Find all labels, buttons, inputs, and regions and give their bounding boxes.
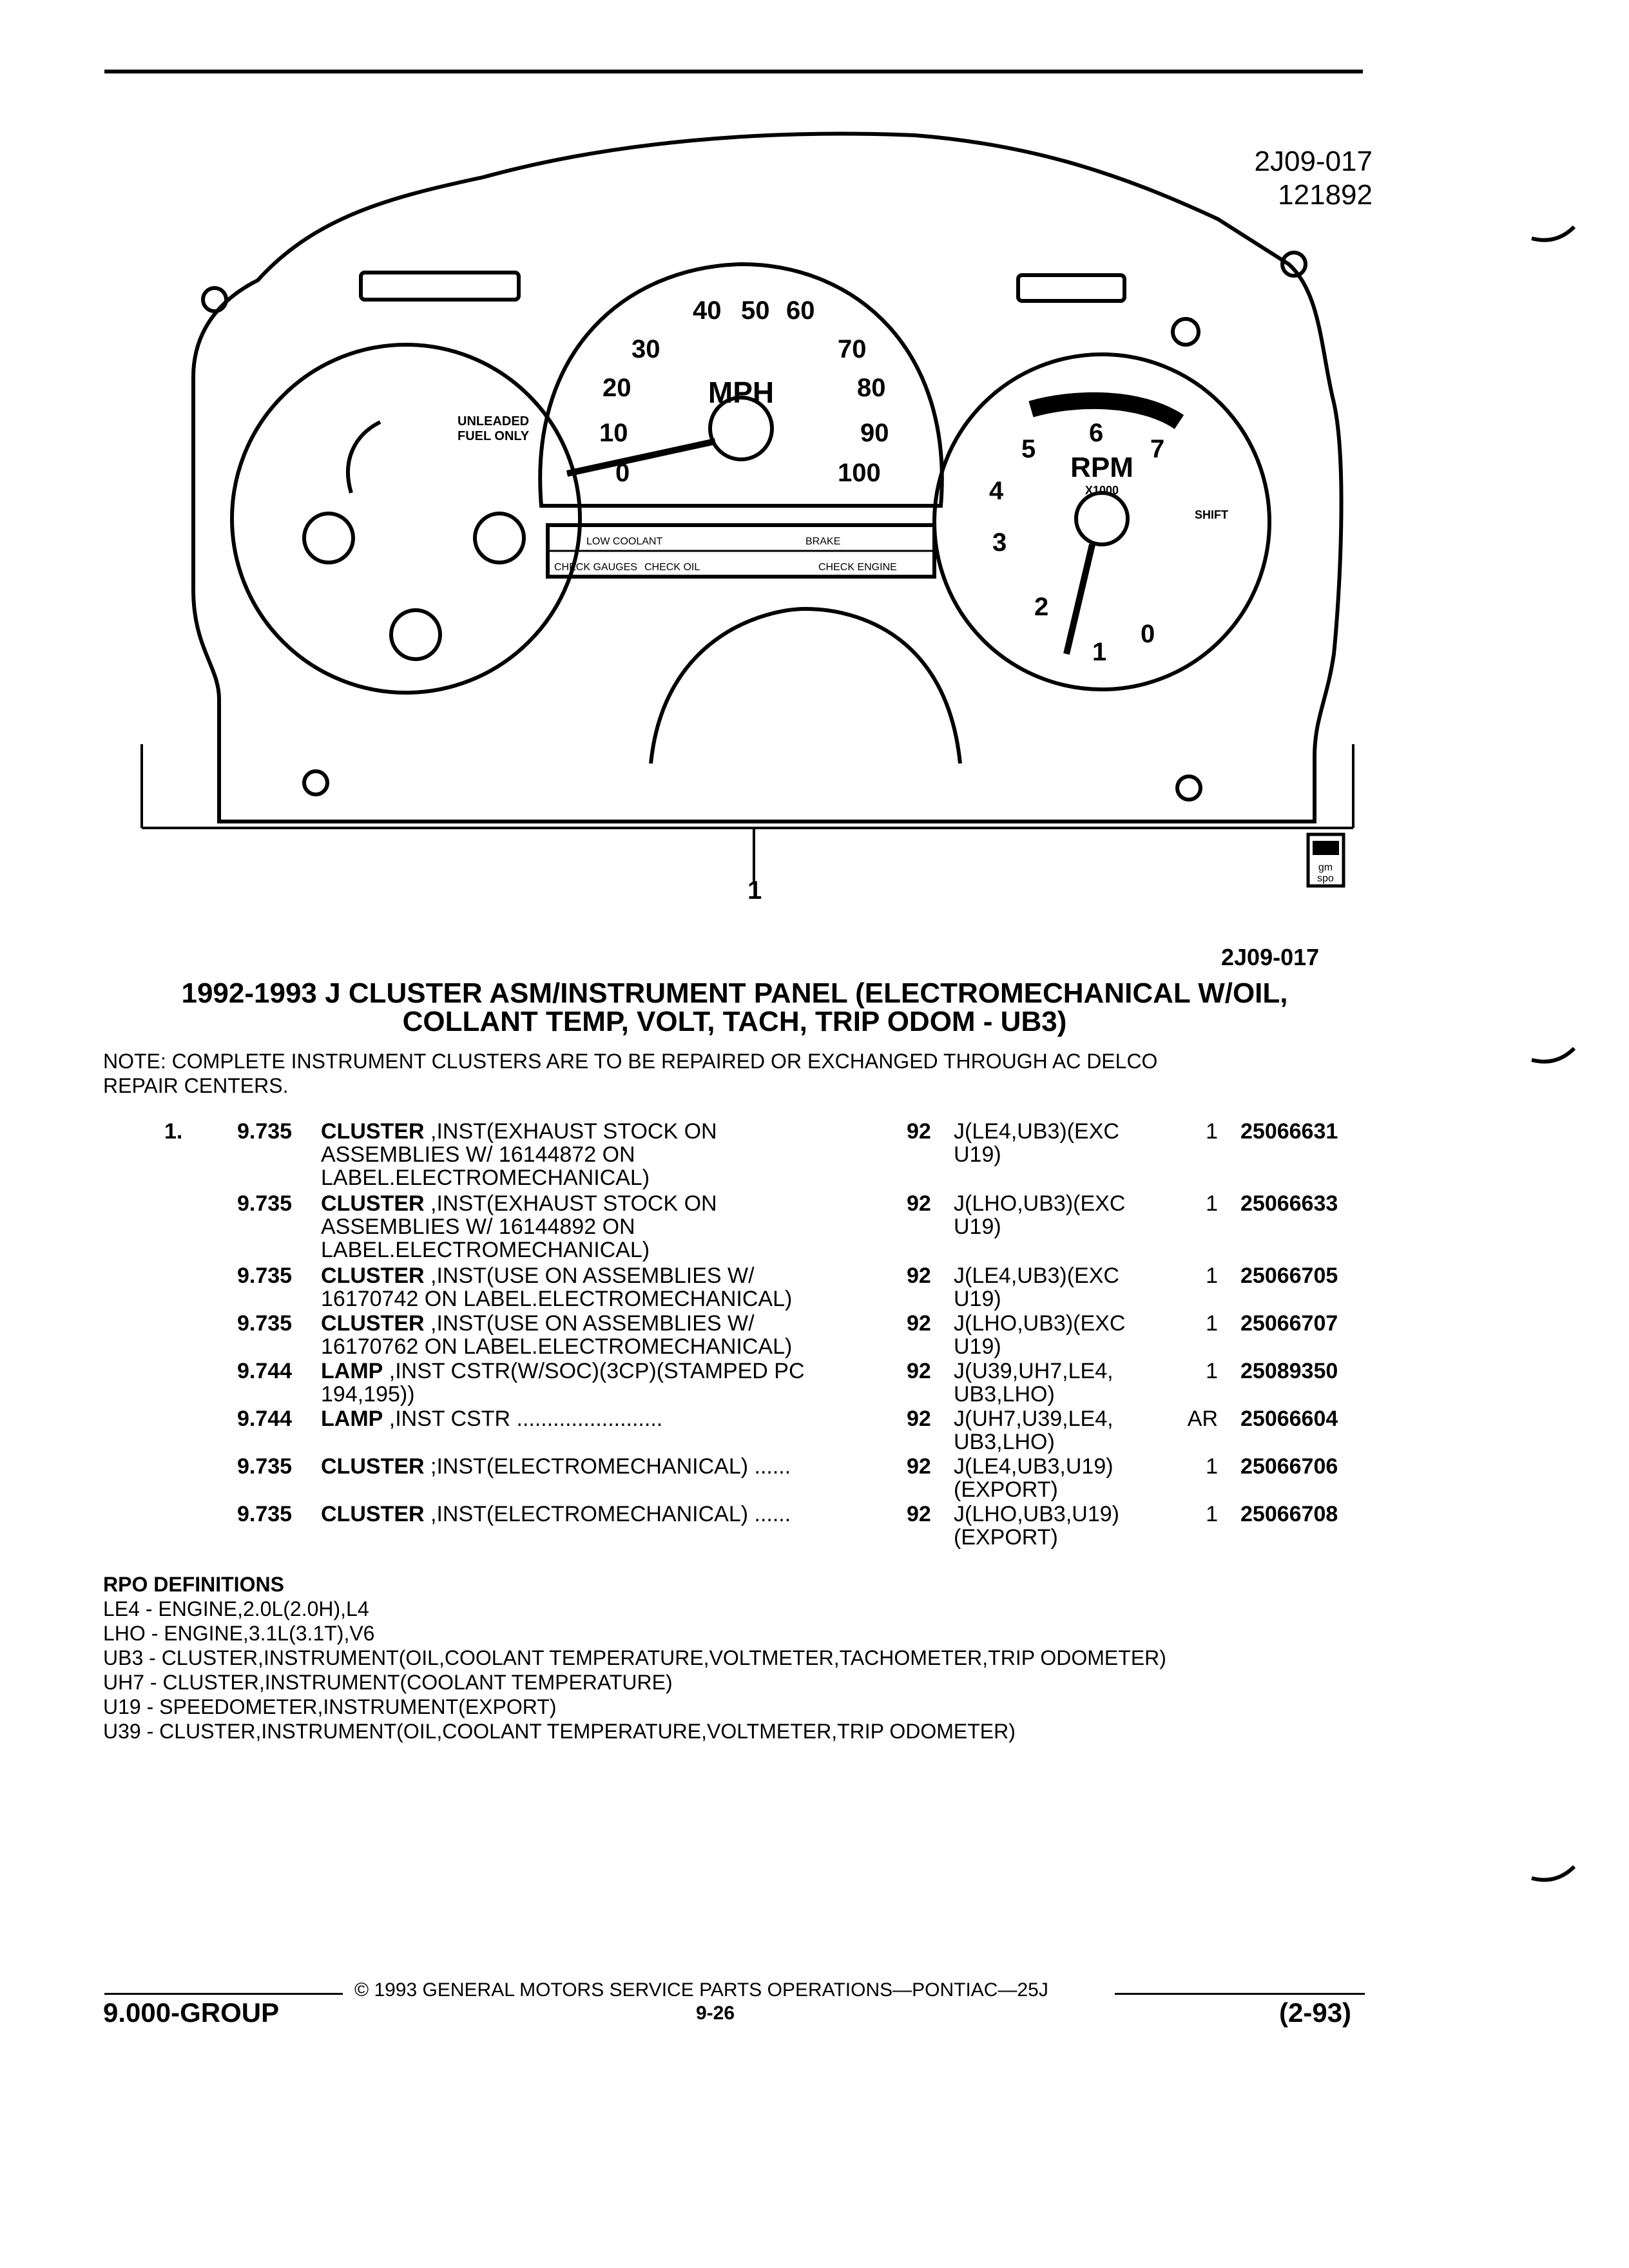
quantity: 1 (1206, 1359, 1218, 1383)
desc-line: ,INST(EXHAUST STOCK ON (430, 1119, 717, 1144)
usage (954, 1407, 1166, 1454)
quantity: 1 (1206, 1119, 1218, 1144)
instrument-cluster-diagram (122, 100, 1373, 912)
group-number: 9.744 (237, 1407, 293, 1431)
part-description (321, 1192, 862, 1262)
tach-1: 1 (1092, 638, 1107, 666)
usage-line: J(LE4,UB3)(EXC (954, 1119, 1119, 1144)
part-description (321, 1312, 862, 1358)
part-name: CLUSTER (321, 1264, 425, 1288)
model-year: 92 (907, 1502, 931, 1526)
group-number: 9.735 (237, 1502, 293, 1526)
note (103, 1049, 1327, 1098)
usage-line: J(LE4,UB3)(EXC (954, 1264, 1119, 1288)
svg-text:spo: spo (1317, 873, 1334, 884)
footer-rule (104, 1993, 343, 1995)
desc-line: ASSEMBLIES W/ 16144872 ON (321, 1142, 635, 1167)
speedo-80: 80 (857, 374, 886, 402)
tach-multiplier-label: X1000 (1084, 484, 1119, 497)
callout-number: 1 (747, 876, 762, 905)
usage-line: U19) (954, 1334, 1001, 1359)
part-name: LAMP (321, 1407, 383, 1431)
rpo-line: U19 - SPEEDOMETER,INSTRUMENT(EXPORT) (103, 1695, 557, 1718)
page-number: 9-26 (696, 2003, 735, 2024)
part-description (321, 1503, 862, 1526)
desc-line: 16170762 ON LABEL.ELECTROMECHANICAL) (321, 1334, 793, 1359)
tach-3: 3 (992, 528, 1007, 557)
desc-line: ,INST(USE ON ASSEMBLIES W/ (430, 1264, 755, 1288)
speedo-mph-label: MPH (708, 376, 775, 409)
note-line-2: REPAIR CENTERS. (103, 1074, 289, 1097)
part-number: 25066705 (1240, 1264, 1338, 1288)
rpo-line: UB3 - CLUSTER,INSTRUMENT(OIL,COOLANT TEMPERATURE,VOLTMETER,TACHOMETER,TRIP ODOMETER) (103, 1646, 1166, 1669)
group-number: 9.735 (237, 1454, 293, 1479)
quantity: 1 (1206, 1502, 1218, 1526)
rpo-line: LHO - ENGINE,3.1L(3.1T),V6 (103, 1622, 375, 1645)
shift-label: SHIFT (1195, 508, 1228, 521)
model-year: 92 (907, 1119, 931, 1144)
warning-lights (554, 536, 897, 573)
usage-line: UB3,LHO) (954, 1430, 1055, 1454)
part-description (321, 1360, 862, 1406)
desc-line: ,INST(ELECTROMECHANICAL) ...... (430, 1502, 791, 1526)
desc-line: ,INST(USE ON ASSEMBLIES W/ (430, 1311, 755, 1336)
quantity: AR (1187, 1407, 1218, 1431)
model-year: 92 (907, 1264, 931, 1288)
quantity: 1 (1206, 1191, 1218, 1216)
speedo-10: 10 (599, 419, 628, 447)
gm-spo-logo (1308, 834, 1344, 886)
part-number: 25066706 (1240, 1454, 1338, 1479)
desc-line: 16170742 ON LABEL.ELECTROMECHANICAL) (321, 1287, 793, 1311)
desc-line: LABEL.ELECTROMECHANICAL) (321, 1238, 650, 1262)
binder-mark-icon (1530, 1047, 1576, 1066)
model-year: 92 (907, 1191, 931, 1216)
tach-2: 2 (1034, 593, 1049, 621)
usage (954, 1455, 1166, 1501)
part-number: 25066708 (1240, 1502, 1338, 1526)
tach-7: 7 (1150, 435, 1165, 463)
usage-line: UB3,LHO) (954, 1382, 1055, 1407)
desc-line: ,INST CSTR ........................ (389, 1407, 663, 1431)
footer-rule (1115, 1993, 1365, 1995)
svg-text:gm: gm (1318, 862, 1333, 873)
usage-line: J(LE4,UB3,U19) (954, 1454, 1113, 1479)
speedo-40: 40 (693, 296, 722, 325)
part-description (321, 1455, 862, 1478)
top-rule (104, 70, 1363, 73)
page-title (97, 979, 1373, 1036)
model-year: 92 (907, 1407, 931, 1431)
part-description (321, 1264, 862, 1311)
part-description (321, 1407, 862, 1430)
usage-line: U19) (954, 1215, 1001, 1239)
usage-line: U19) (954, 1287, 1001, 1311)
speedo-100: 100 (838, 459, 881, 487)
part-name: CLUSTER (321, 1454, 425, 1479)
model-year: 92 (907, 1359, 931, 1383)
tach-rpm-label: RPM (1070, 452, 1133, 483)
usage (954, 1360, 1166, 1406)
part-number: 25066604 (1240, 1407, 1338, 1431)
part-number: 25066631 (1240, 1119, 1338, 1144)
speedo-60: 60 (786, 296, 815, 325)
rpo-definitions (103, 1572, 1166, 1744)
part-name: CLUSTER (321, 1502, 425, 1526)
part-number: 25066633 (1240, 1191, 1338, 1216)
item-number: 1. (164, 1119, 183, 1144)
title-line-2: COLLANT TEMP, VOLT, TACH, TRIP ODOM - UB3) (402, 1006, 1067, 1037)
binder-mark-icon (1530, 1865, 1576, 1885)
tach-4: 4 (989, 477, 1004, 505)
usage-line: J(UH7,U39,LE4, (954, 1407, 1113, 1431)
part-number: 25066707 (1240, 1311, 1338, 1336)
fuel-unleaded-label: UNLEADED (458, 414, 530, 428)
desc-line: ;INST(ELECTROMECHANICAL) ...... (430, 1454, 791, 1479)
desc-line: ASSEMBLIES W/ 16144892 ON (321, 1215, 635, 1239)
warning-low-coolant: LOW COOLANT (586, 536, 663, 547)
part-number: 25089350 (1240, 1359, 1338, 1383)
footer-group: 9.000-GROUP (103, 1997, 280, 2028)
usage-line: J(U39,UH7,LE4, (954, 1359, 1113, 1383)
note-line-1: NOTE: COMPLETE INSTRUMENT CLUSTERS ARE TO BE REPAIRED OR EXCHANGED THROUGH AC DELCO (103, 1050, 1158, 1073)
quantity: 1 (1206, 1454, 1218, 1479)
tach-6: 6 (1089, 419, 1104, 447)
usage-line: J(LHO,UB3)(EXC (954, 1311, 1126, 1336)
figure-code-bottom: 2J09-017 (1221, 944, 1320, 970)
desc-line: LABEL.ELECTROMECHANICAL) (321, 1166, 650, 1190)
warning-check-oil: CHECK OIL (644, 562, 700, 573)
figure-date-line: 121892 (1278, 179, 1373, 211)
tach-5: 5 (1021, 435, 1036, 463)
usage (954, 1192, 1166, 1238)
footer-date: (2-93) (1279, 1997, 1352, 2028)
group-number: 9.735 (237, 1191, 293, 1216)
model-year: 92 (907, 1454, 931, 1479)
usage-line: (EXPORT) (954, 1477, 1058, 1502)
usage-line: U19) (954, 1142, 1001, 1167)
part-name: LAMP (321, 1359, 383, 1383)
part-name: CLUSTER (321, 1119, 425, 1144)
usage (954, 1264, 1166, 1311)
binder-mark-icon (1530, 226, 1576, 245)
speedo-70: 70 (838, 335, 867, 363)
title-line-1: 1992-1993 J CLUSTER ASM/INSTRUMENT PANEL (ELECTROMECHANICAL W/OIL, (181, 977, 1288, 1009)
warning-check-engine: CHECK ENGINE (818, 562, 897, 573)
rpo-line: LE4 - ENGINE,2.0L(2.0H),L4 (103, 1597, 369, 1620)
part-description (321, 1120, 862, 1189)
speedo-20: 20 (602, 374, 631, 402)
speedo-30: 30 (631, 335, 660, 363)
group-number: 9.744 (237, 1359, 293, 1383)
desc-line: ,INST(EXHAUST STOCK ON (430, 1191, 717, 1216)
part-name: CLUSTER (321, 1311, 425, 1336)
rpo-line: U39 - CLUSTER,INSTRUMENT(OIL,COOLANT TEMPERATURE,VOLTMETER,TRIP ODOMETER) (103, 1720, 1016, 1743)
speedo-50: 50 (741, 296, 770, 325)
group-number: 9.735 (237, 1311, 293, 1336)
warning-check-gauges: CHECK GAUGES (554, 562, 637, 573)
group-number: 9.735 (237, 1264, 293, 1288)
usage-line: J(LHO,UB3)(EXC (954, 1191, 1126, 1216)
rpo-heading: RPO DEFINITIONS (103, 1573, 284, 1596)
model-year: 92 (907, 1311, 931, 1336)
usage (954, 1312, 1166, 1358)
figure-code-line: 2J09-017 (1254, 146, 1373, 177)
usage (954, 1503, 1166, 1549)
footer-copyright: © 1993 GENERAL MOTORS SERVICE PARTS OPERATIONS—PONTIAC—25J (354, 1979, 1048, 2001)
figure-code-top (1224, 145, 1373, 212)
usage-line: J(LHO,UB3,U19) (954, 1502, 1119, 1526)
usage-line: (EXPORT) (954, 1525, 1058, 1550)
group-number: 9.735 (237, 1119, 293, 1144)
desc-line: 194,195)) (321, 1382, 415, 1407)
desc-line: ,INST CSTR(W/SOC)(3CP)(STAMPED PC (389, 1359, 805, 1383)
fuel-only-label: FUEL ONLY (458, 429, 530, 443)
quantity: 1 (1206, 1264, 1218, 1288)
speedo-90: 90 (860, 419, 889, 447)
speedo-0: 0 (615, 459, 630, 487)
quantity: 1 (1206, 1311, 1218, 1336)
part-name: CLUSTER (321, 1191, 425, 1216)
tach-0: 0 (1141, 620, 1155, 648)
warning-brake: BRAKE (805, 536, 841, 547)
rpo-line: UH7 - CLUSTER,INSTRUMENT(COOLANT TEMPERATURE) (103, 1671, 673, 1694)
usage (954, 1120, 1166, 1166)
